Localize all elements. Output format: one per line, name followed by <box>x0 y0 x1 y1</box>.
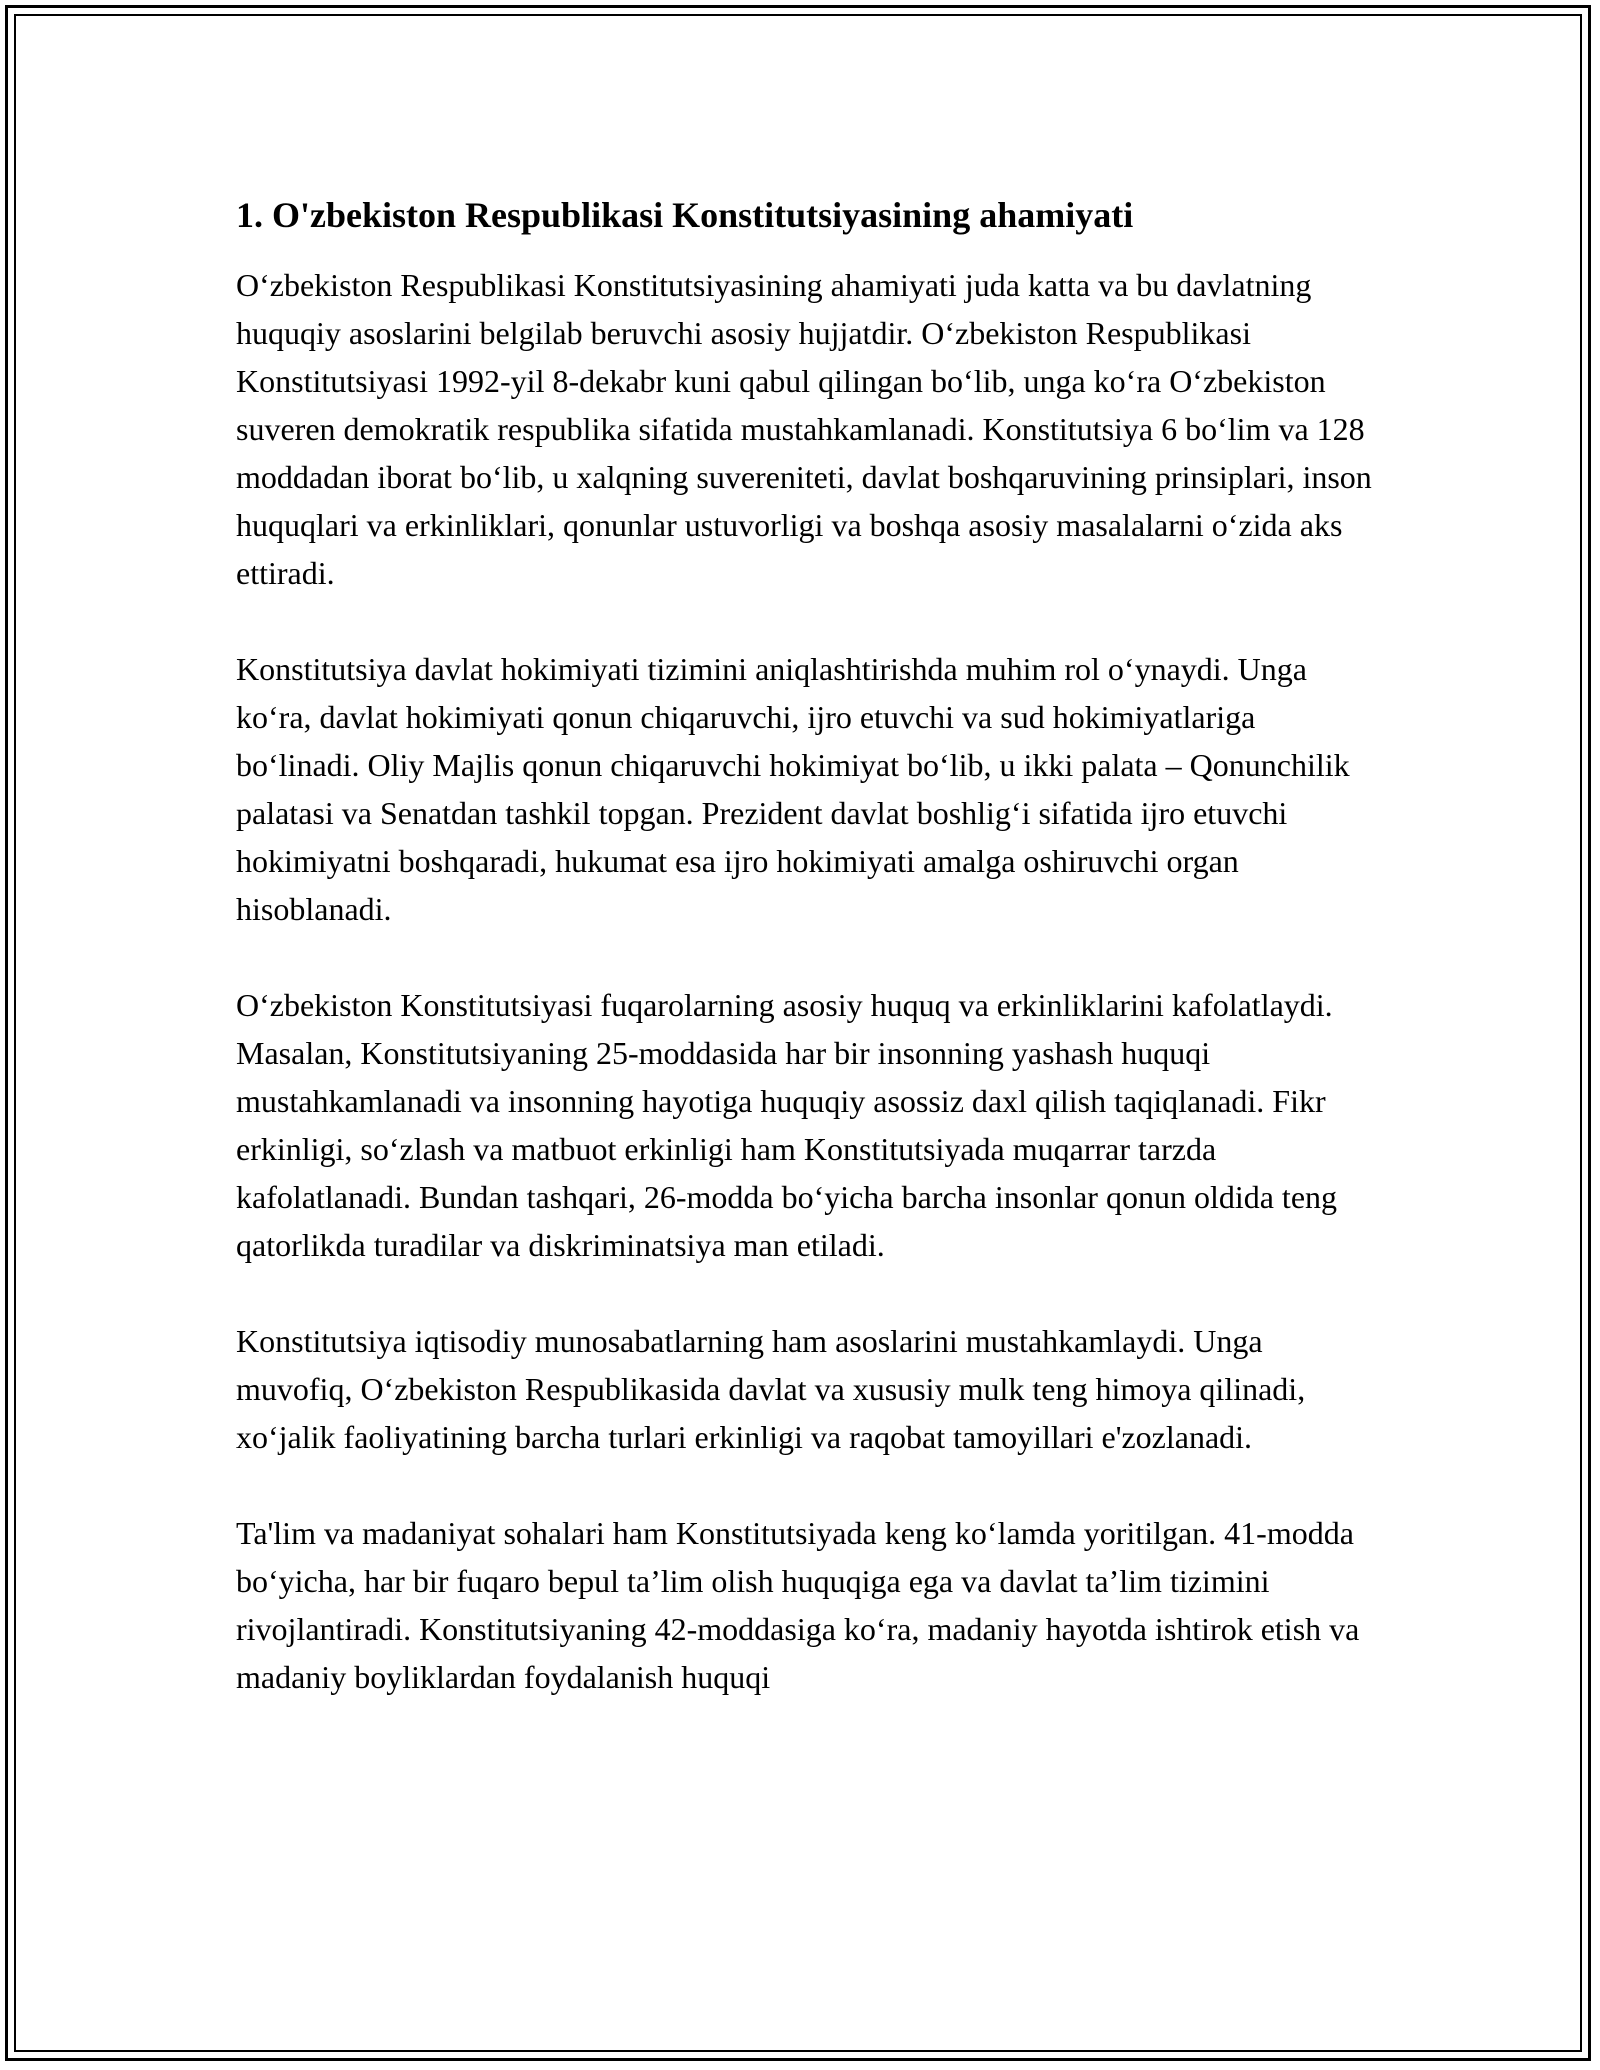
document-body <box>236 185 1376 1701</box>
document-title: 1. O'zbekiston Respublikasi Konstitutsiyasining ahamiyati <box>236 195 1134 235</box>
paragraph-2: Konstitutsiya davlat hokimiyati tizimini aniqlashtirishda muhim rol o‘ynaydi. Unga ko‘ra, davlat hokimiyati qonun chiqaruvchi, ijro etuvchi va sud hokimiyatlariga bo‘linadi. Oliy Majlis qonun chiqaruvchi hokimiyat bo‘lib, u ikki palata – Qonunchilik palatasi va Senatdan tashkil topgan. Prezident davlat boshlig‘i sifatida ijro etuvchi hokimiyatni boshqaradi, hukumat esa ijro hokimiyati amalga oshiruvchi organ hisoblanadi. <box>236 651 1350 927</box>
paragraph-5: Ta'lim va madaniyat sohalari ham Konstitutsiyada keng ko‘lamda yoritilgan. 41-modda bo‘yicha, har bir fuqaro bepul ta’lim olish huquqiga ega va davlat ta’lim tizimini rivojlantiradi. Konstitutsiyaning 42-moddasiga ko‘ra, madaniy hayotda ishtirok etish va madaniy boyliklardan foydalanish huquqi <box>236 1515 1360 1695</box>
paragraph-1: O‘zbekiston Respublikasi Konstitutsiyasining ahamiyati juda katta va bu davlatning huquqiy asoslarini belgilab beruvchi asosiy hujjatdir. O‘zbekiston Respublikasi Konstitutsiyasi 1992-yil 8-dekabr kuni qabul qilingan bo‘lib, unga ko‘ra O‘zbekiston suveren demokratik respublika sifatida mustahkamlanadi. Konstitutsiya 6 bo‘lim va 128 moddadan iborat bo‘lib, u xalqning suvereniteti, davlat boshqaruvining prinsiplari, inson huquqlari va erkinliklari, qonunlar ustuvorligi va boshqa asosiy masalalarni o‘zida aks ettiradi. <box>236 267 1372 591</box>
paragraph-3: O‘zbekiston Konstitutsiyasi fuqarolarning asosiy huquq va erkinliklarini kafolatlaydi. Masalan, Konstitutsiyaning 25-moddasida har bir insonning yashash huquqi mustahkamlanadi va insonning hayotiga huquqiy asossiz daxl qilish taqiqlanadi. Fikr erkinligi, so‘zlash va matbuot erkinligi ham Konstitutsiyada muqarrar tarzda kafolatlanadi. Bundan tashqari, 26-modda bo‘yicha barcha insonlar qonun oldida teng qatorlikda turadilar va diskriminatsiya man etiladi. <box>236 987 1338 1263</box>
paragraph-4: Konstitutsiya iqtisodiy munosabatlarning ham asoslarini mustahkamlaydi. Unga muvofiq, O‘zbekiston Respublikasida davlat va xususiy mulk teng himoya qilinadi, xo‘jalik faoliyatining barcha turlari erkinligi va raqobat tamoyillari e'zozlanadi. <box>236 1323 1306 1455</box>
